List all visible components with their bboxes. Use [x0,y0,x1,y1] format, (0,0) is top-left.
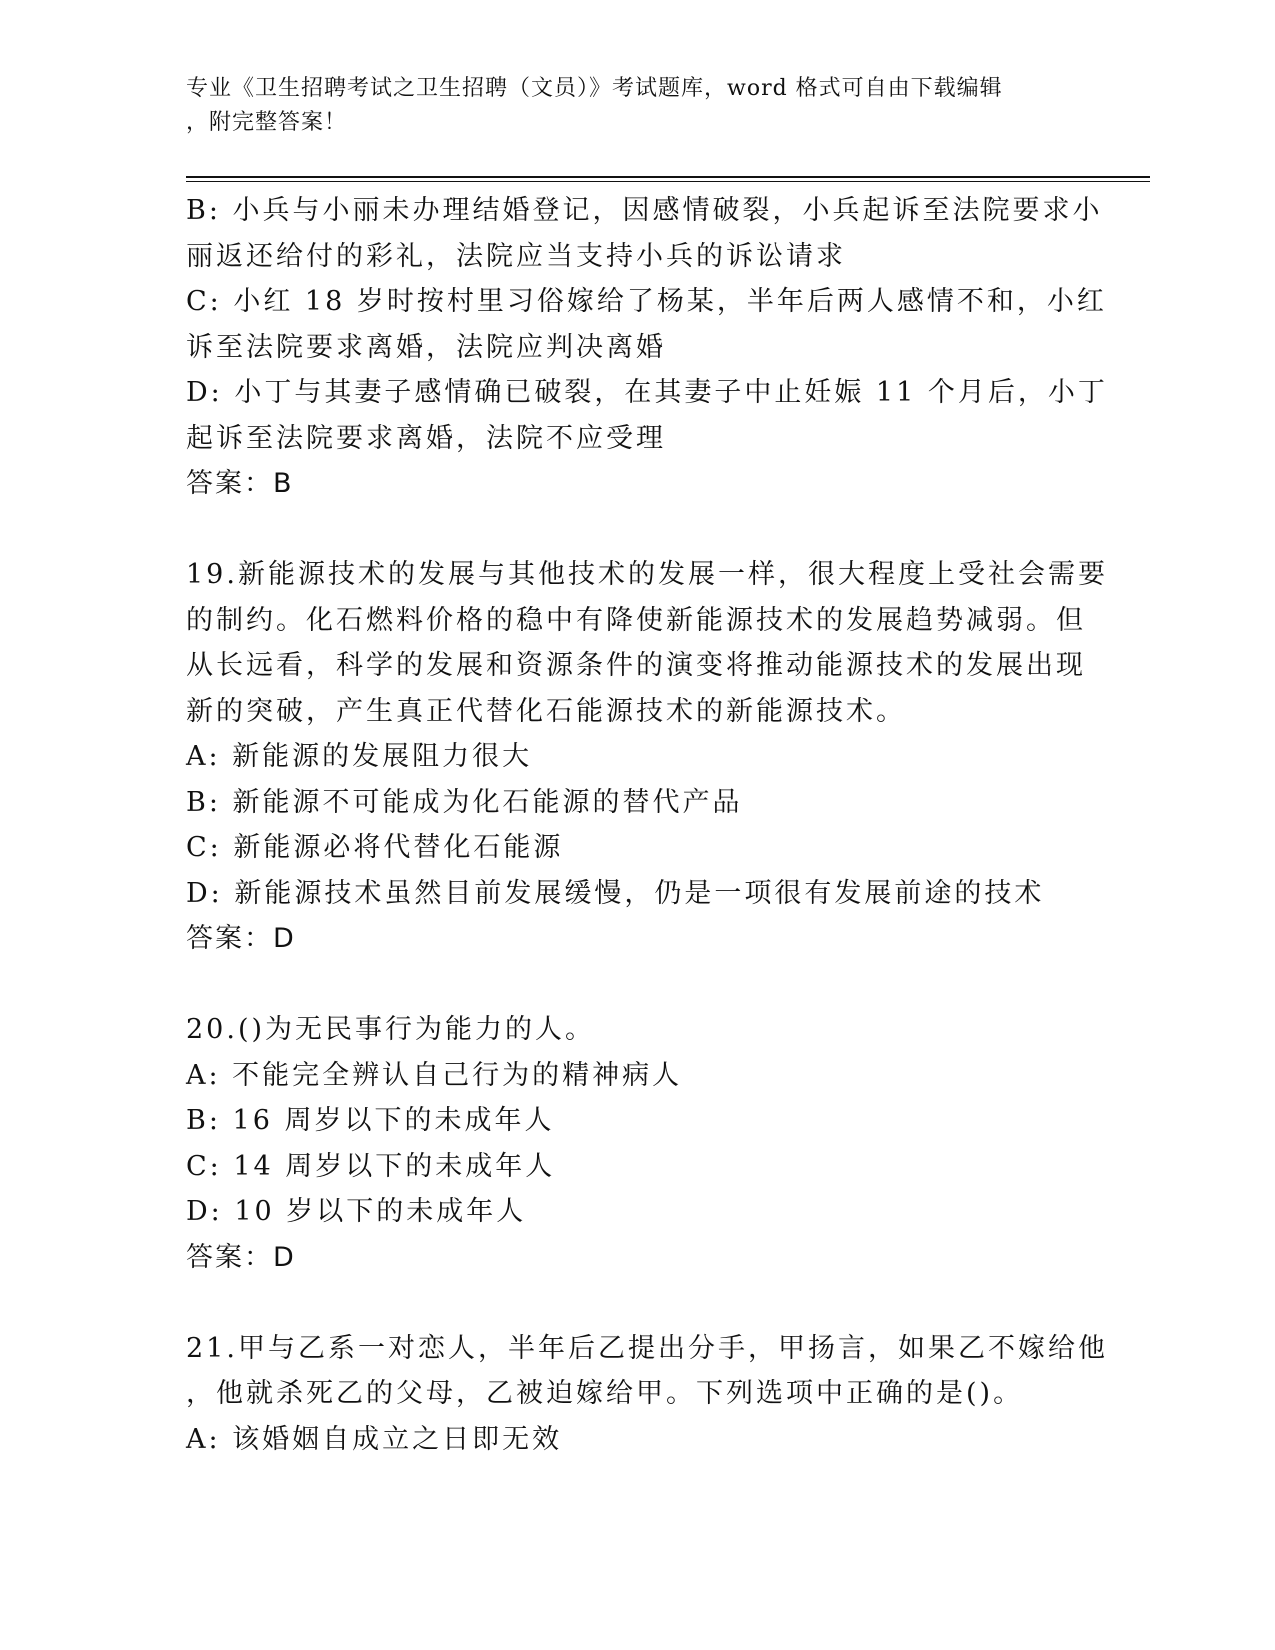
answer-label: 答案：D [186,1241,296,1273]
question-18-continued [186,188,1108,507]
question-stem: 19.新能源技术的发展与其他技术的发展一样，很大程度上受社会需要 [186,559,1108,590]
question-20 [186,1007,1086,1280]
question-21 [186,1326,1108,1463]
question-stem: 20.()为无民事行为能力的人。 [186,1014,596,1045]
option-a-text: A: 新能源的发展阻力很大 [186,741,533,772]
option-a-text: A: 不能完全辨认自己行为的精神病人 [186,1059,683,1091]
option-c-text: 诉至法院要求离婚，法院应判决离婚 [186,331,666,363]
question-stem: 从长远看，科学的发展和资源条件的演变将推动能源技术的发展出现 [186,650,1086,681]
answer-label: 答案：B [186,468,294,499]
question-stem: 21.甲与乙系一对恋人，半年后乙提出分手，甲扬言，如果乙不嫁给他 [186,1332,1108,1364]
option-b-text: 丽返还给付的彩礼，法院应当支持小兵的诉讼请求 [186,240,846,272]
header-line: 专业《卫生招聘考试之卫生招聘（文员）》考试题库，word 格式可自由下载编辑 [186,76,1003,101]
option-a-text: A: 该婚姻自成立之日即无效 [186,1423,563,1455]
option-d-text: D: 10 岁以下的未成年人 [186,1196,527,1227]
question-stem: 新的突破，产生真正代替化石能源技术的新能源技术。 [186,695,906,727]
header-line: ，附完整答案！ [186,110,348,135]
header-divider-thin [186,181,1150,182]
question-stem: ，他就杀死乙的父母，乙被迫嫁给甲。下列选项中正确的是()。 [186,1378,1024,1409]
option-b-text: B: 小兵与小丽未办理结婚登记，因感情破裂，小兵起诉至法院要求小 [186,195,1103,226]
question-19 [186,552,1108,962]
document-header [186,72,1086,140]
option-c-text: C: 新能源必将代替化石能源 [186,832,564,863]
question-stem: 的制约。化石燃料价格的稳中有降使新能源技术的发展趋势减弱。但 [186,604,1086,636]
option-b-text: B: 新能源不可能成为化石能源的替代产品 [186,786,743,818]
option-c-text: C: 14 周岁以下的未成年人 [186,1150,556,1182]
question-spacer [186,507,1086,553]
question-spacer [186,1280,1086,1326]
question-list [186,188,1108,1462]
option-c-text: C: 小红 18 岁时按村里习俗嫁给了杨某，半年后两人感情不和，小红 [186,286,1107,317]
option-d-text: D: 小丁与其妻子感情确已破裂，在其妻子中止妊娠 11 个月后，小丁 [186,377,1108,408]
header-divider-thick [186,176,1150,178]
option-b-text: B: 16 周岁以下的未成年人 [186,1105,555,1136]
answer-label: 答案：D [186,923,296,954]
option-d-text: D: 新能源技术虽然目前发展缓慢，仍是一项很有发展前途的技术 [186,877,1045,909]
question-spacer [186,962,1086,1008]
option-d-text: 起诉至法院要求离婚，法院不应受理 [186,422,666,454]
